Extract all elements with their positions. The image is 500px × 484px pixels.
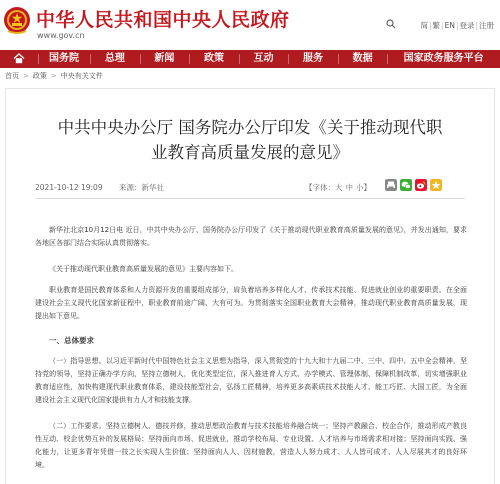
lang-simplified-link[interactable]: 简 bbox=[420, 21, 429, 30]
article-title-line-1: 中共中央办公厅 国务院办公厅印发《关于推动现代职 bbox=[57, 118, 443, 137]
nav-home[interactable] bbox=[0, 50, 38, 68]
article-title bbox=[5, 115, 495, 165]
source-name: 新华社 bbox=[141, 183, 164, 192]
article-meta bbox=[35, 182, 164, 193]
source-label: 来源： bbox=[118, 183, 142, 192]
search-icon[interactable] bbox=[386, 19, 396, 29]
nav-item-policy[interactable]: 政策 bbox=[189, 50, 239, 68]
nav-item-data[interactable]: 数据 bbox=[338, 50, 388, 68]
breadcrumb-separator-icon: > bbox=[23, 72, 29, 80]
article-title-line-2: 业教育高质量发展的意见》 bbox=[151, 143, 349, 162]
nav-item-state-council[interactable]: 国务院 bbox=[38, 50, 90, 68]
nav-item-services[interactable]: 服务 bbox=[288, 50, 338, 68]
font-size-large[interactable]: 大 bbox=[335, 183, 343, 192]
wechat-icon[interactable] bbox=[400, 179, 412, 191]
breadcrumb-home[interactable]: 首页 bbox=[5, 72, 19, 80]
lang-traditional-link[interactable]: 繁 bbox=[432, 21, 441, 30]
font-size-small[interactable]: 小】 bbox=[356, 183, 371, 192]
share-buttons bbox=[385, 179, 442, 191]
weibo-icon[interactable] bbox=[415, 179, 427, 191]
font-size-medium[interactable]: 中 bbox=[345, 183, 353, 192]
font-size-label: 【字体： bbox=[305, 183, 335, 192]
qzone-icon[interactable] bbox=[430, 179, 442, 191]
register-link[interactable]: 注册 bbox=[479, 21, 494, 30]
article-paragraph: 《关于推动现代职业教育高质量发展的意见》主要内容如下。 bbox=[49, 265, 238, 273]
article-paragraph: 职业教育是国民教育体系和人力资源开发的重要组成部分，肩负着培养多样化人才、传承技术技能、促进就业创业的重要职责。在全面建设社会主义现代化国家新征程中，职业教育前途广阔、大有可为。为贯彻落实全国职业教育大会精神，推动现代职业教育高质量发展，现提出如下意见。 bbox=[35, 286, 467, 320]
login-link[interactable]: 登录 bbox=[459, 21, 475, 30]
nav-item-premier[interactable]: 总理 bbox=[90, 50, 140, 68]
font-size-controls bbox=[305, 182, 374, 193]
breadcrumb-central-documents[interactable]: 中央有关文件 bbox=[60, 72, 103, 80]
language-links: 简|繁|EN|登录|注册 bbox=[420, 21, 494, 30]
breadcrumb-separator-icon: > bbox=[50, 72, 57, 80]
main-nav bbox=[0, 50, 500, 68]
lang-english-link[interactable]: EN bbox=[444, 21, 455, 30]
article-paragraph: （一）指导思想。以习近平新时代中国特色社会主义思想为指导，深入贯彻党的十九大和十九届二中、三中、四中、五中全会精神，坚持党的领导，坚持正确办学方向，坚持立德树人，优化类型定位，深入推进育人方式、办学模式、管理体制、保障机制改革，切实增强职业教育适应性，加快构建现代职业教育体系，建设技能型社会，弘扬工匠精神，培养更多高素质技术技能人才、能工巧匠、大国工匠，为全面建设社会主义现代化国家提供有力人才和技能支撑。 bbox=[35, 357, 467, 404]
section-heading: 一、总体要求 bbox=[49, 336, 94, 345]
national-emblem-icon[interactable] bbox=[3, 6, 31, 36]
nav-item-news[interactable]: 新闻 bbox=[140, 50, 190, 68]
nav-item-gov-service-platform[interactable]: 国家政务服务平台 bbox=[387, 50, 500, 68]
nav-item-interaction[interactable]: 互动 bbox=[239, 50, 289, 68]
site-header bbox=[0, 0, 500, 50]
breadcrumb-policy[interactable]: 政策 bbox=[32, 72, 47, 80]
article-paragraph: 新华社北京10月12日电 近日，中共中央办公厅、国务院办公厅印发了《关于推动现代职业教育高质量发展的意见》，并发出通知，要求各地区各部门结合实际认真贯彻落实。 bbox=[35, 226, 467, 247]
site-title[interactable]: 中华人民共和国中央人民政府 bbox=[36, 9, 290, 31]
article-paragraph: （二）工作要求。坚持立德树人、德技并修，推动思想政治教育与技术技能培养融合统一；坚持产教融合、校企合作，推动形成产教良性互动、校企优势互补的发展格局；坚持面向市场、促进就业，推动学校布局、专业设置、人才培养与市场需求相对接；坚持面向实践、强化能力，让更多青年凭借一技之长实现人生价值；坚持面向人人、因材施教，营造人人努力成才、人人皆可成才、人人尽展其才的良好环境。 bbox=[35, 422, 467, 469]
meta-divider bbox=[35, 198, 465, 199]
site-url: www.gov.cn bbox=[37, 31, 85, 40]
home-icon bbox=[13, 53, 25, 64]
publish-date: 2021-10-12 19:09 bbox=[35, 183, 103, 192]
breadcrumb bbox=[5, 71, 103, 81]
print-icon[interactable] bbox=[385, 179, 397, 191]
